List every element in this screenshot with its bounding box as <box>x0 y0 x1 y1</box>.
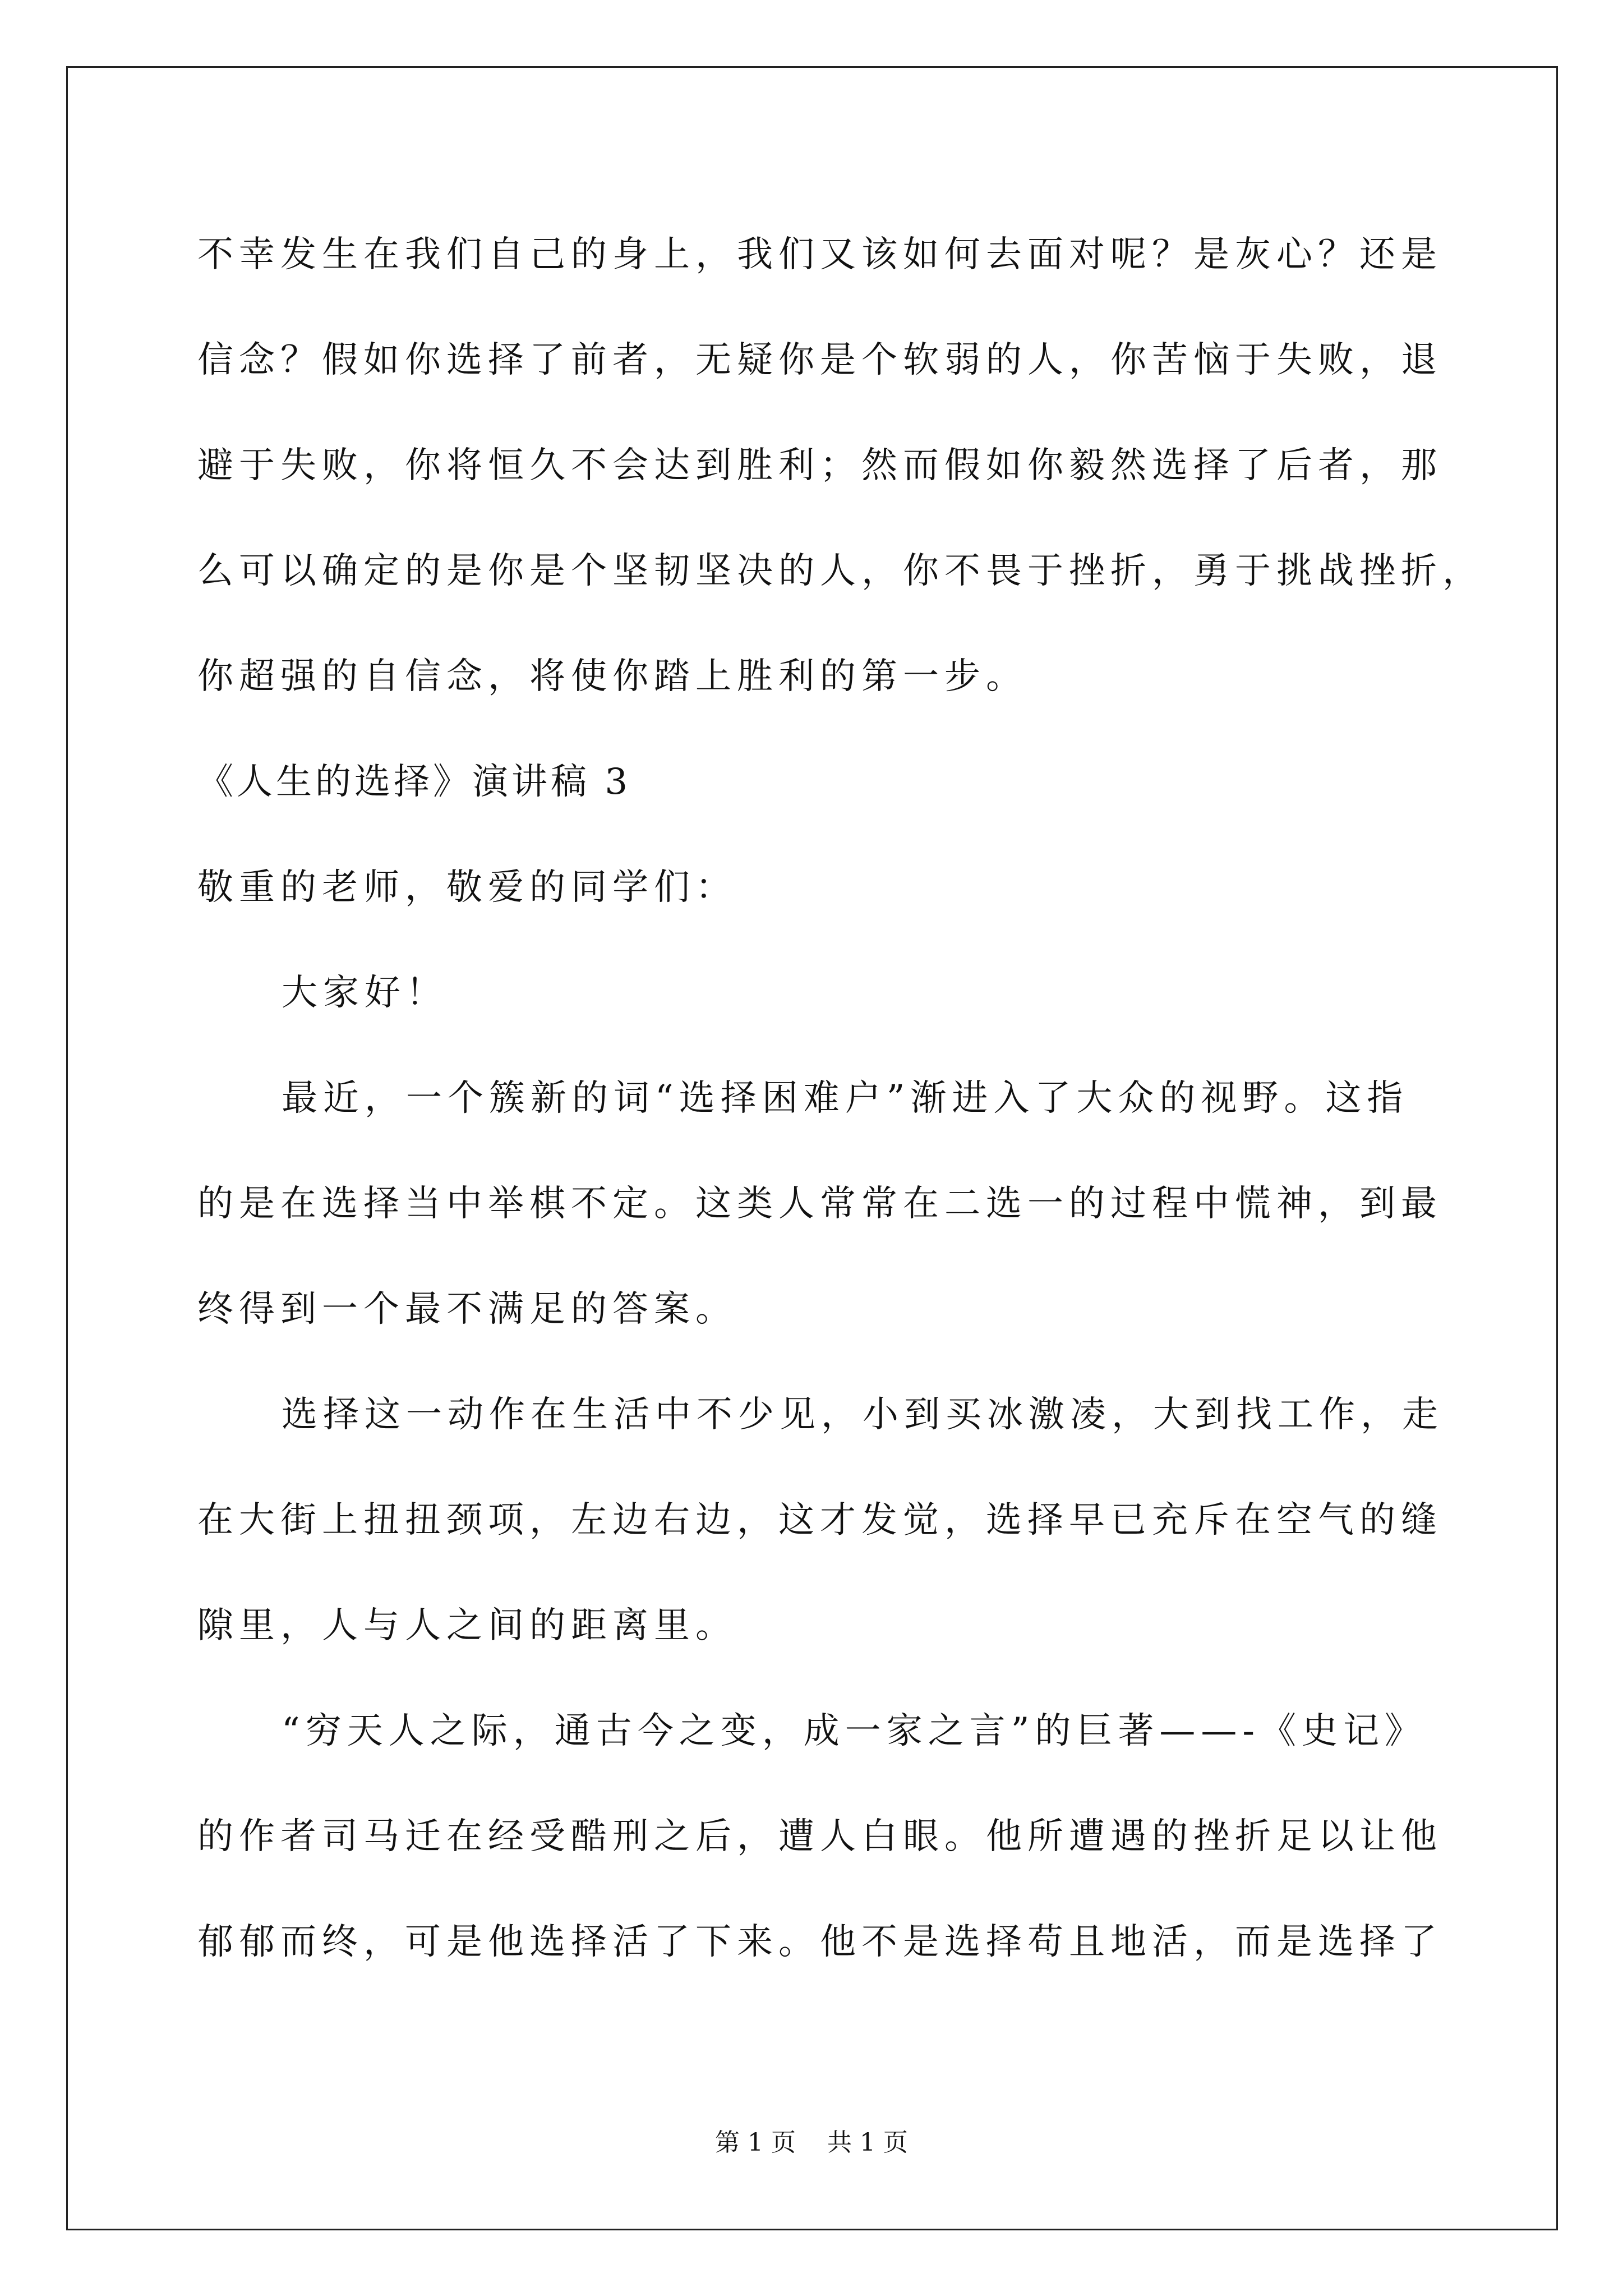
paragraph-line: 信念？假如你选择了前者，无疑你是个软弱的人，你苦恼于失败，退 <box>197 339 1442 381</box>
paragraph-line: 郁郁而终，可是他选择活了下来。他不是选择苟且地活，而是选择了 <box>197 1921 1442 1963</box>
paragraph-line: 么可以确定的是你是个坚韧坚决的人，你不畏于挫折，勇于挑战挫折， <box>197 550 1484 592</box>
page-footer <box>0 2126 1623 2160</box>
page-number-text: 第 1 页 共 1 页 <box>715 2128 908 2157</box>
document-body <box>197 202 1484 1995</box>
paragraph-line: 的是在选择当中举棋不定。这类人常常在二选一的过程中慌神，到最 <box>197 1183 1442 1225</box>
paragraph-line: 选择这一动作在生活中不少见，小到买冰激凌，大到找工作，走 <box>282 1394 1444 1435</box>
paragraph-line: 终得到一个最不满足的答案。 <box>197 1289 737 1330</box>
paragraph-line: 避于失败，你将恒久不会达到胜利；然而假如你毅然选择了后者，那 <box>197 445 1442 486</box>
paragraph-line: 隙里，人与人之间的距离里。 <box>197 1605 737 1646</box>
paragraph-line: 在大街上扭扭颈项，左边右边，这才发觉，选择早已充斥在空气的缝 <box>197 1499 1442 1541</box>
greeting: 大家好！ <box>282 972 448 1014</box>
paragraph-line: 你超强的自信念，将使你踏上胜利的第一步。 <box>197 656 1027 697</box>
salutation: 敬重的老师，敬爱的同学们： <box>197 867 737 908</box>
paragraph-line: 最近，一个簇新的词“选择困难户”渐进入了大众的视野。这指 <box>282 1078 1409 1119</box>
section-heading: 《人生的选择》演讲稿 3 <box>197 761 631 803</box>
paragraph-line: 不幸发生在我们自己的身上，我们又该如何去面对呢？是灰心？还是 <box>197 234 1442 275</box>
paragraph-line: “穷天人之际，通古今之变，成一家之言”的巨著——-《史记》 <box>282 1710 1427 1752</box>
paragraph-line: 的作者司马迁在经受酷刑之后，遭人白眼。他所遭遇的挫折足以让他 <box>197 1816 1442 1857</box>
